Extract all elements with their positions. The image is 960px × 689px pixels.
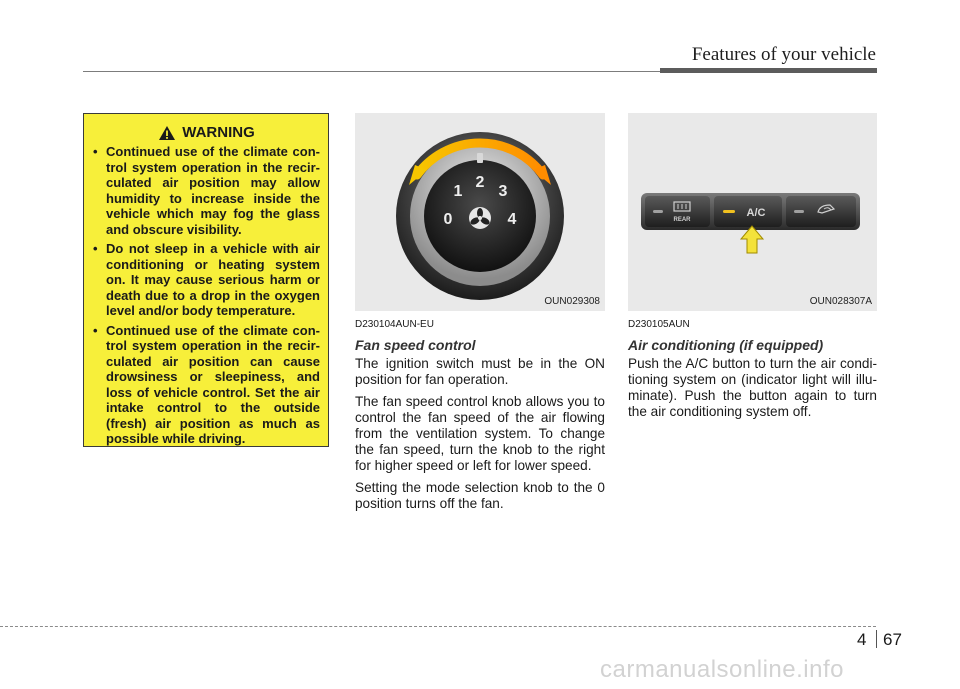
ac-button-figure [628, 113, 877, 311]
section-paragraph: The fan speed control knob allows you to control the fan speed of the air flowing from the ventilation system. To change the fan speed, turn the knob to the right for higher speed or left for lower speed. [355, 394, 605, 473]
warning-list [93, 144, 320, 447]
arrow-up-icon [741, 226, 763, 253]
section-heading: Air conditioning (if equipped) [628, 337, 824, 353]
fan-knob-illustration [355, 113, 605, 311]
page-section-number: 4 [857, 630, 867, 649]
rear-button-label: REAR [673, 217, 691, 223]
section-code: D230105AUN [628, 319, 690, 330]
section-paragraph: Push the A/C button to turn the air condi-tioning system on (indicator light will illu-minate). Push the button again to turn the air conditioning system off. [628, 356, 877, 419]
section-code: D230104AUN-EU [355, 319, 434, 330]
section-paragraph: Setting the mode selection knob to the 0 position turns off the fan. [355, 480, 605, 511]
ac-panel-illustration [628, 113, 877, 311]
knob-number-3: 3 [498, 183, 508, 200]
section-heading: Fan speed control [355, 337, 476, 353]
fan-speed-knob-figure [355, 113, 605, 311]
warning-item: • Do not sleep in a vehicle with air conditioning or heating system on. It may cause serious harm or death due to a drop in the oxygen level and/or body temperature. [93, 241, 320, 319]
warning-title: WARNING [182, 124, 255, 141]
warning-item: • Continued use of the climate con-trol system operation in the recir-culated air position can cause drowsiness or sleepiness, and loss of vehicle control. Set the air intake control to the outside (fresh) air position as much as possible while driving. [93, 323, 320, 447]
warning-box [83, 113, 329, 447]
knob-number-0: 0 [443, 211, 453, 228]
knob-number-2: 2 [475, 174, 485, 191]
header-rule-accent [660, 68, 877, 73]
page-number-divider [876, 630, 877, 648]
figure-code: OUN029308 [544, 296, 600, 307]
figure-code: OUN028307A [809, 296, 872, 307]
section-paragraph: The ignition switch must be in the ON position for fan operation. [355, 356, 605, 387]
page-header-title: Features of your vehicle [691, 44, 876, 65]
warning-item: • Continued use of the climate con-trol system operation in the recir-culated air position may allow humidity to increase inside the vehicle which may fog the glass and obscure visibility. [93, 144, 320, 237]
watermark-text: carmanualsonline.info [600, 656, 844, 683]
knob-number-1: 1 [453, 183, 463, 200]
warning-triangle-icon [158, 125, 176, 141]
fan-icon [469, 207, 491, 229]
air-conditioning-section [628, 317, 877, 426]
page-number: 67 [883, 630, 902, 649]
ac-button-label: A/C [746, 207, 766, 219]
warning-heading [93, 124, 320, 141]
header-rule [83, 71, 660, 72]
fan-speed-section [355, 317, 605, 518]
footer-rule [0, 626, 876, 627]
knob-number-4: 4 [507, 211, 517, 228]
